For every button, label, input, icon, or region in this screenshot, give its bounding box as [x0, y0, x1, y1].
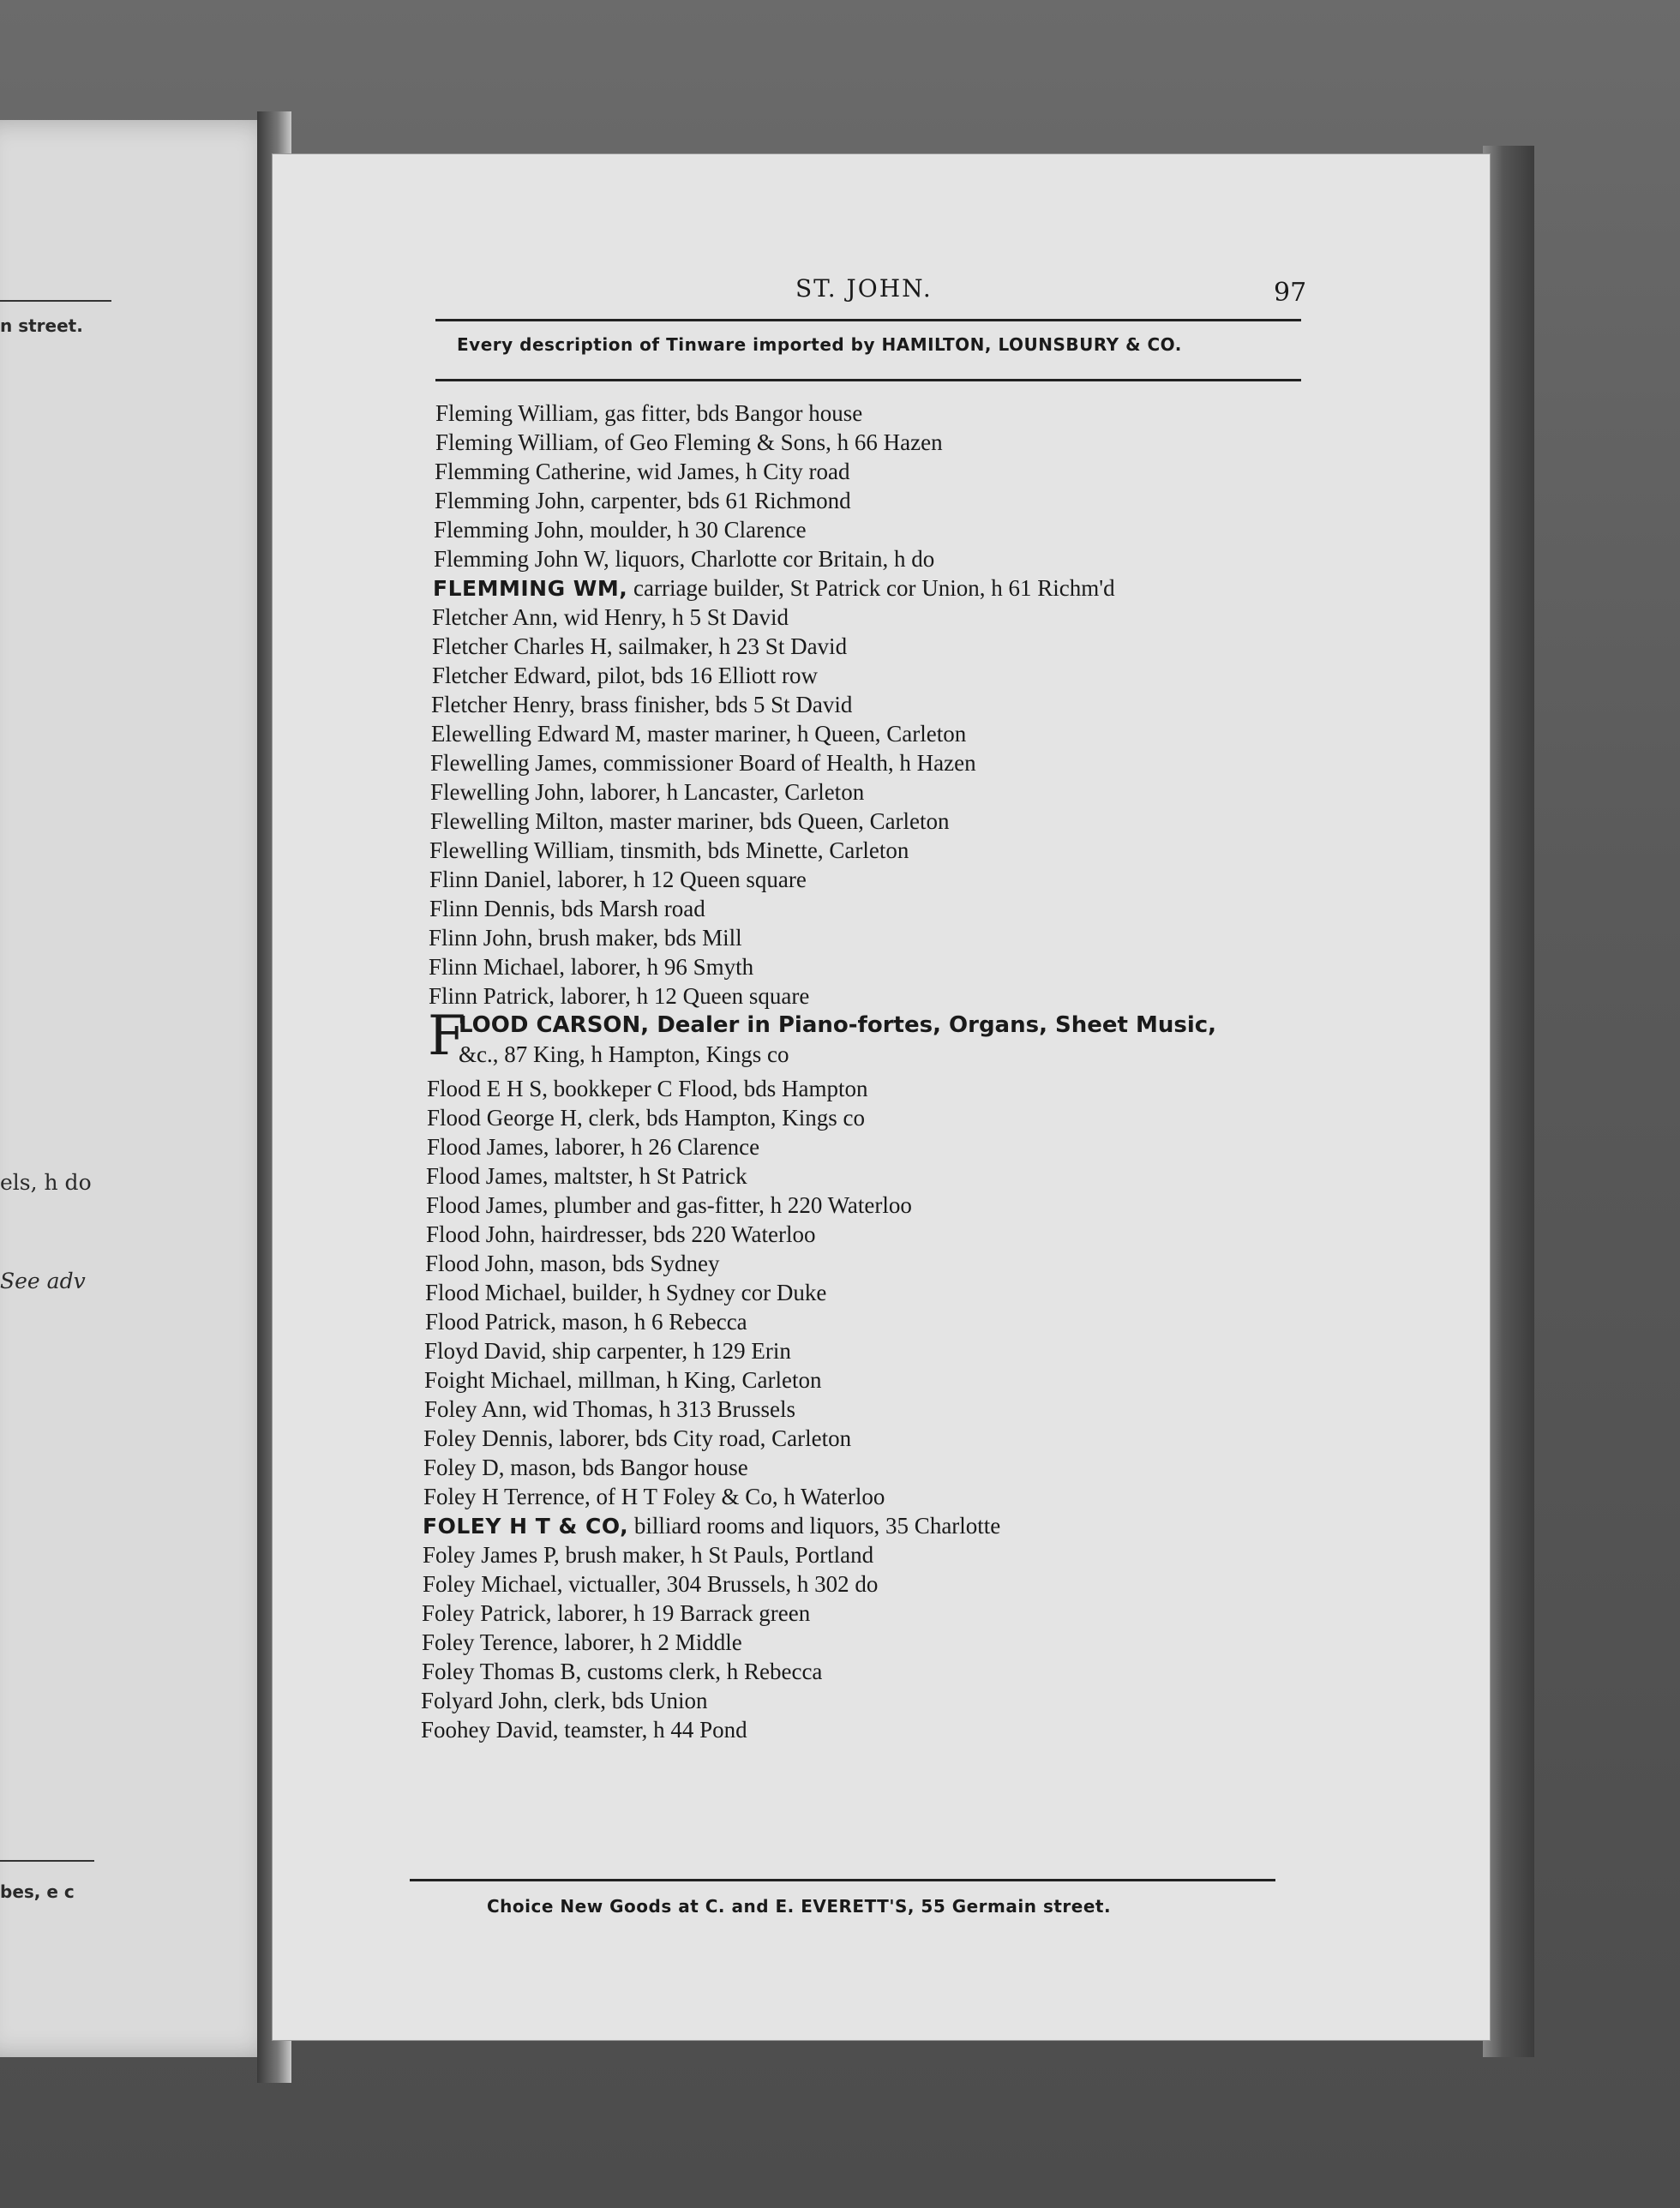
list-item: Foley H Terrence, of H T Foley & Co, h Waterloo: [423, 1484, 885, 1509]
list-item: Flood James, maltster, h St Patrick: [426, 1163, 747, 1189]
list-item: Foley Dennis, laborer, bds City road, Carleton: [423, 1425, 852, 1451]
left-page-fragment: See adv: [0, 1269, 86, 1293]
list-item: Flemming John, moulder, h 30 Clarence: [434, 517, 807, 543]
list-item: Foley James P, brush maker, h St Pauls, Portland: [423, 1542, 874, 1568]
list-item: FOLEY H T & CO, billiard rooms and liquors, 35 Charlotte: [423, 1513, 1001, 1539]
left-facing-page: [0, 120, 283, 2057]
footer-rule: [410, 1879, 1275, 1881]
list-item: Flood Patrick, mason, h 6 Rebecca: [425, 1309, 747, 1335]
directory-page: [273, 154, 1490, 2040]
list-item: Fletcher Henry, brass finisher, bds 5 St David: [431, 692, 853, 717]
list-item: Flewelling James, commissioner Board of Health, h Hazen: [430, 750, 976, 776]
list-item: Foley Terence, laborer, h 2 Middle: [422, 1629, 742, 1655]
left-page-rule-bottom: [0, 1860, 94, 1862]
list-item: Folyard John, clerk, bds Union: [421, 1688, 708, 1713]
running-head: ST. JOHN.: [795, 274, 933, 303]
list-item: Flood James, plumber and gas-fitter, h 220 Waterloo: [426, 1192, 912, 1218]
list-item: Foley Ann, wid Thomas, h 313 Brussels: [424, 1396, 796, 1422]
header-rule-bottom: [435, 379, 1301, 381]
list-item: Flewelling Milton, master mariner, bds Queen, Carleton: [430, 808, 950, 834]
list-item: FLEMMING WM, carriage builder, St Patrick cor Union, h 61 Richm'd: [433, 575, 1115, 601]
flood-carson-entry: [428, 1005, 1336, 1072]
list-item: Flinn Daniel, laborer, h 12 Queen square: [429, 867, 807, 892]
advert-bottom: Choice New Goods at C. and E. EVERETT'S, 55 Germain street.: [487, 1896, 1112, 1917]
list-item: Fletcher Edward, pilot, bds 16 Elliott row: [432, 663, 818, 688]
list-item: Fletcher Ann, wid Henry, h 5 St David: [432, 604, 789, 630]
list-item: Foley D, mason, bds Bangor house: [423, 1455, 748, 1480]
page-number: 97: [1274, 278, 1307, 308]
left-page-fragment: bes, e c: [0, 1881, 75, 1902]
list-item: Fleming William, gas fitter, bds Bangor house: [435, 400, 863, 426]
list-item: Floyd David, ship carpenter, h 129 Erin: [424, 1338, 791, 1364]
list-item: Flinn Dennis, bds Marsh road: [429, 896, 705, 921]
page-edge-shadow: [1483, 146, 1534, 2057]
list-item: Flood E H S, bookkeper C Flood, bds Hampton: [427, 1076, 868, 1101]
list-item: Flood John, hairdresser, bds 220 Waterloo: [426, 1221, 816, 1247]
list-item: Foohey David, teamster, h 44 Pond: [421, 1717, 747, 1743]
header-rule-top: [435, 319, 1301, 321]
list-item: Foley Michael, victualler, 304 Brussels, h 302 do: [423, 1571, 879, 1597]
list-item: Flemming John W, liquors, Charlotte cor Britain, h do: [434, 546, 935, 572]
left-page-fragment: n street.: [0, 315, 83, 336]
list-item: Flinn Michael, laborer, h 96 Smyth: [429, 954, 754, 980]
list-item: Foley Patrick, laborer, h 19 Barrack green: [422, 1600, 811, 1626]
list-item: Flewelling John, laborer, h Lancaster, Carleton: [430, 779, 865, 805]
advert-top: Every description of Tinware imported by HAMILTON, LOUNSBURY & CO.: [457, 334, 1182, 355]
list-item: Elewelling Edward M, master mariner, h Queen, Carleton: [431, 721, 967, 747]
list-item: Foight Michael, millman, h King, Carleton: [424, 1367, 822, 1393]
list-item: Flood George H, clerk, bds Hampton, Kings co: [427, 1105, 865, 1131]
list-item: Flood James, laborer, h 26 Clarence: [427, 1134, 760, 1160]
list-item: Flemming Catherine, wid James, h City road: [435, 459, 850, 484]
list-item: Fletcher Charles H, sailmaker, h 23 St David: [432, 633, 848, 659]
list-item: Flewelling William, tinsmith, bds Minette, Carleton: [429, 837, 909, 863]
left-page-rule-top: [0, 300, 111, 302]
list-item: Fleming William, of Geo Fleming & Sons, h 66 Hazen: [435, 429, 943, 455]
page-header: [273, 274, 1490, 309]
list-item: Flemming John, carpenter, bds 61 Richmond: [435, 488, 851, 513]
list-item: Flood John, mason, bds Sydney: [425, 1251, 720, 1276]
list-item: Flinn John, brush maker, bds Mill: [429, 925, 742, 951]
list-item: Foley Thomas B, customs clerk, h Rebecca: [422, 1659, 823, 1684]
dropcap: F: [428, 1005, 466, 1068]
list-item: Flinn Patrick, laborer, h 12 Queen square: [429, 983, 810, 1009]
flood-carson-line-1: LOOD CARSON, Dealer in Piano-fortes, Organs, Sheet Music,: [459, 1012, 1217, 1038]
left-page-fragment: els, h do: [0, 1170, 92, 1195]
flood-carson-line-2: &c., 87 King, h Hampton, Kings co: [459, 1041, 789, 1067]
list-item: Flood Michael, builder, h Sydney cor Duke: [425, 1280, 827, 1305]
